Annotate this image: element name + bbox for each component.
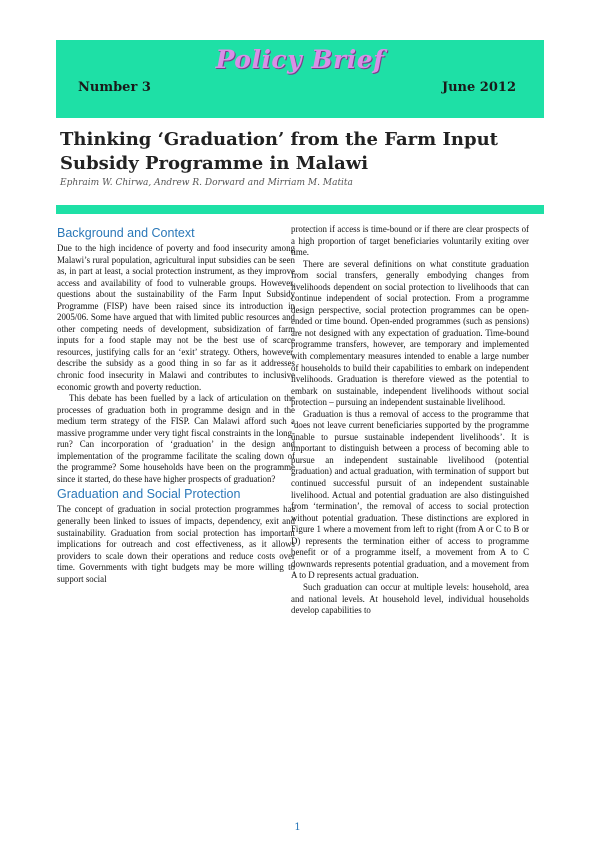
document-title: Thinking ‘Graduation’ from the Farm Input Subsidy Programme in Malawi <box>60 129 498 174</box>
definitions-paragraph: There are several definitions on what constitute graduation from social transfers, generally embodying changes from livelihoods dependent on social protection to livelihoods that can continue independent of social protection. From a programme design perspective, social protection programmes can be open-ended or time bound. Open-ended programmes (such as pensions) are not designed with any expectation of graduation. Time-bound programme transfers, however, are temporary and implemented with complementary measures intended to enable a large number of households to build their capabilities to embark on independent livelihoods. Graduation is therefore viewed as the potential to embark on sustainable, independent livelihoods without social protection – pursuing an independent sustainable livelihood. <box>291 258 529 408</box>
series-title: Policy Brief <box>215 45 385 74</box>
page-number: 1 <box>294 822 301 833</box>
left-column <box>57 224 295 585</box>
background-paragraph-1: Due to the high incidence of poverty and food insecurity among Malawi’s rural population, agricultural input subsidies can be seen as, in part at least, a social protection instrument, as they improve access and availability of food to vulnerable groups. However, questions about the sustainability of the Farm Input Subsidy Programme (FISP) have been raised since its introduction in 2005/06. Some have argued that with limited public resources and other competing needs of development, subsidization of farm inputs for a food staple may not be the best use of scarce resources, justifying calls for an ‘exit’ strategy. Others, however, describe the subsidy as a good thing in so far as it addresses chronic food insecurity in Malawi and contributes to inclusive economic growth and poverty reduction. <box>57 243 295 392</box>
graduation-levels-paragraph: Such graduation can occur at multiple levels: household, area and national levels. At household level, individual households develop capabilities to <box>291 581 529 616</box>
graduation-paragraph-1: The concept of graduation in social protection programmes has generally been linked to issues of impacts, dependency, exit and sustainability. Graduation from social protection has important implications for outreach and cost effectiveness, as it allows providers to scale down their operations and reduce costs over time. Governments with tight budgets may be more willing to support social <box>57 504 295 584</box>
heading-background: Background and Context <box>57 226 195 240</box>
section-divider <box>56 205 544 214</box>
graduation-paragraph-continued: protection if access is time-bound or if there are clear prospects of a high proportion of target beneficiaries voluntarily exiting over time. <box>291 224 529 258</box>
issue-number: Number 3 <box>78 80 151 95</box>
heading-graduation: Graduation and Social Protection <box>57 487 241 502</box>
graduation-distinction-paragraph: Graduation is thus a removal of access to the programme that ‘does not leave current beneficiaries supported by the programme unable to pursue sustainable independent livelihoods’. It is important to distinguish between a process of becoming able to pursue an independent sustainable livelihood (potential graduation) and actual graduation, with termination of support but continued successful pursuit of an independent sustainable livelihood. Actual and potential graduation are also distinguished from ‘termination’, the removal of access to social protection without potential graduation. These distinctions are explored in Figure 1 where a movement from left to right (from A or C to B or D) represents the termination either of access to programme benefit or of a programme itself, a movement from A to C downwards represents potential graduation, and a movement from A to D represents actual graduation. <box>291 408 529 581</box>
issue-date: June 2012 <box>441 80 516 95</box>
policy-brief-banner <box>56 40 544 118</box>
right-column <box>291 224 529 617</box>
background-paragraph-2: This debate has been fuelled by a lack of articulation on the processes of graduation both in programme design and in the medium term strategy of the FISP. Can Malawi afford such a massive programme under very tight fiscal constraints in the long-run? Can incorporation of ‘graduation’ in the design and implementation of the programme facilitate the scaling down of the programme? Some households have been on the programme since it started, do these have higher prospects of graduation? <box>57 393 295 484</box>
author-list: Ephraim W. Chirwa, Andrew R. Dorward and Mirriam M. Matita <box>60 178 353 188</box>
